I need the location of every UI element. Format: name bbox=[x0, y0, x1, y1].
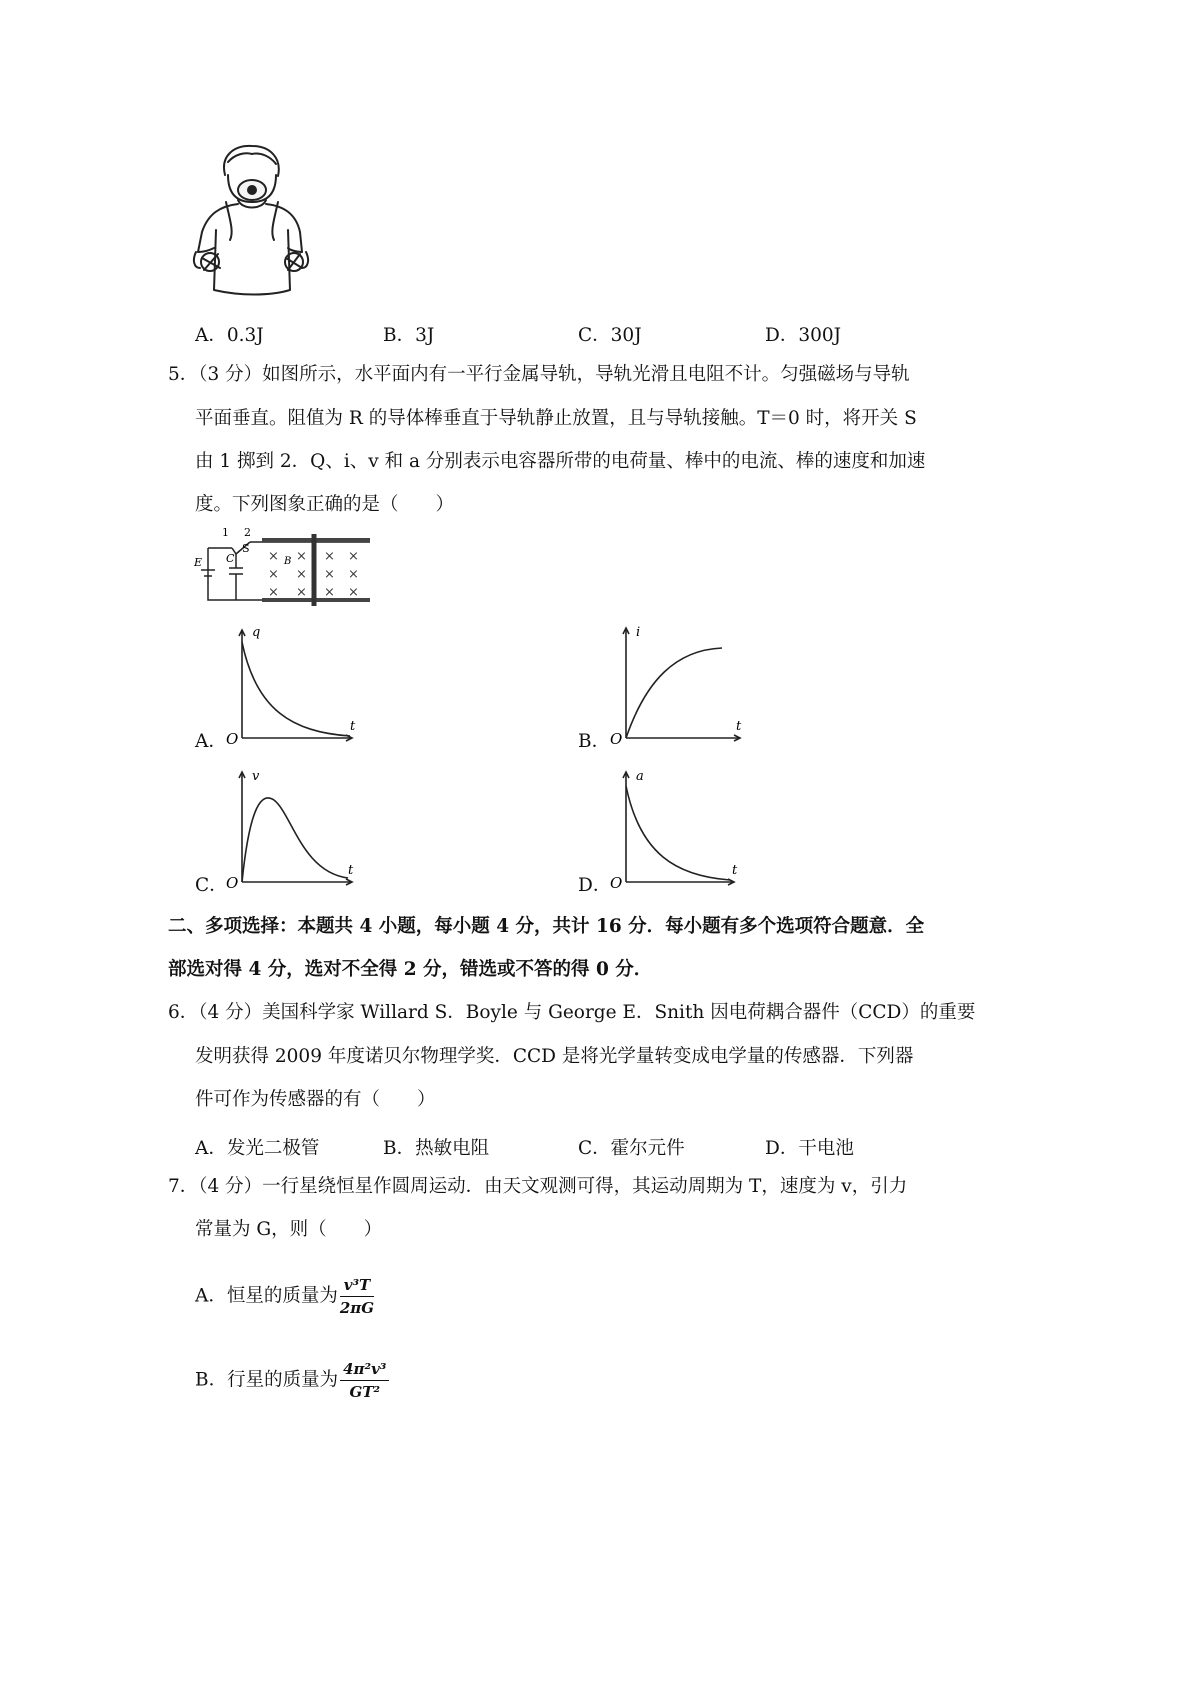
cross-mark: × bbox=[268, 585, 279, 600]
graph-d-xlabel: t bbox=[732, 863, 738, 878]
graph-c-origin: O bbox=[226, 874, 239, 892]
cross-mark: × bbox=[296, 549, 307, 564]
q5-line-4: 度。下列图象正确的是（ ） bbox=[195, 494, 455, 515]
q4-option-a[interactable]: A．0.3J bbox=[195, 325, 264, 346]
q6-line-3: 件可作为传感器的有（ ） bbox=[195, 1089, 436, 1110]
q5-graph-c[interactable] bbox=[222, 764, 362, 894]
graph-c-xlabel: t bbox=[348, 863, 354, 878]
q7-option-b-label: B．行星的质量为 bbox=[195, 1369, 339, 1391]
q7-option-b-fraction bbox=[340, 1360, 389, 1401]
q7-option-b-denominator: GT² bbox=[349, 1383, 381, 1401]
q5-line-1: 5．（3 分）如图所示，水平面内有一平行金属导轨，导轨光滑且电阻不计。匀强磁场与导轨 bbox=[168, 364, 910, 385]
cross-mark: × bbox=[324, 585, 335, 600]
q7-option-a[interactable] bbox=[195, 1276, 374, 1317]
person-figure bbox=[190, 140, 315, 300]
section-2-line-1: 二、多项选择：本题共 4 小题，每小题 4 分，共计 16 分．每小题有多个选项符合题意．全 bbox=[168, 916, 925, 937]
graph-c-ylabel: v bbox=[252, 769, 260, 784]
q5-line-2: 平面垂直。阻值为 R 的导体棒垂直于导轨静止放置，且与导轨接触。T＝0 时，将开关 S bbox=[195, 408, 917, 429]
q4-option-d[interactable]: D．300J bbox=[765, 325, 842, 346]
q6-line-2: 发明获得 2009 年度诺贝尔物理学奖．CCD 是将光学量转变成电学量的传感器．下列器 bbox=[195, 1046, 914, 1067]
q6-option-d[interactable]: D．干电池 bbox=[765, 1138, 854, 1159]
q7-option-a-label: A．恒星的质量为 bbox=[195, 1285, 338, 1307]
graph-d-origin: O bbox=[610, 874, 623, 892]
q4-option-c[interactable]: C．30J bbox=[578, 325, 642, 346]
graph-a-origin: O bbox=[226, 730, 239, 748]
q6-option-a[interactable]: A．发光二极管 bbox=[195, 1138, 320, 1159]
label-1: 1 bbox=[222, 528, 229, 539]
cross-mark: × bbox=[268, 567, 279, 582]
cross-mark: × bbox=[296, 567, 307, 582]
graph-a-ylabel: q bbox=[252, 625, 261, 640]
label-b: B bbox=[284, 556, 292, 567]
q5-option-b-letter[interactable]: B． bbox=[578, 731, 611, 752]
q7-option-b[interactable] bbox=[195, 1360, 389, 1401]
cross-mark: × bbox=[348, 549, 359, 564]
cross-mark: × bbox=[324, 567, 335, 582]
q7-option-a-fraction bbox=[340, 1276, 374, 1317]
cross-mark: × bbox=[296, 585, 307, 600]
q5-graph-b[interactable] bbox=[606, 620, 756, 750]
graph-b-origin: O bbox=[610, 730, 623, 748]
q7-line-1: 7．（4 分）一行星绕恒星作圆周运动．由天文观测可得，其运动周期为 T，速度为 v，引力 bbox=[168, 1176, 908, 1197]
q5-option-d-letter[interactable]: D． bbox=[578, 875, 612, 896]
q5-graph-a[interactable] bbox=[222, 620, 362, 750]
q4-option-b[interactable]: B．3J bbox=[383, 325, 435, 346]
q5-option-a-letter[interactable]: A． bbox=[195, 731, 227, 752]
q7-option-b-numerator: 4π²v³ bbox=[340, 1360, 389, 1381]
label-2: 2 bbox=[244, 528, 251, 539]
q6-option-b[interactable]: B．热敏电阻 bbox=[383, 1138, 490, 1159]
q7-line-2: 常量为 G，则（ ） bbox=[195, 1219, 383, 1240]
q7-option-a-numerator: v³T bbox=[340, 1276, 374, 1297]
q5-line-3: 由 1 掷到 2．Q、i、v 和 a 分别表示电容器所带的电荷量、棒中的电流、棒的速度和加速 bbox=[195, 451, 926, 472]
cross-mark: × bbox=[324, 549, 335, 564]
section-2-line-2: 部选对得 4 分，选对不全得 2 分，错选或不答的得 0 分． bbox=[168, 959, 653, 980]
circuit-diagram bbox=[192, 528, 377, 610]
q6-line-1: 6．（4 分）美国科学家 Willard S．Boyle 与 George E．Snith 因电荷耦合器件（CCD）的重要 bbox=[168, 1002, 976, 1023]
label-e: E bbox=[194, 556, 203, 569]
graph-b-ylabel: i bbox=[636, 625, 641, 640]
graph-b-xlabel: t bbox=[736, 719, 742, 734]
q5-option-c-letter[interactable]: C． bbox=[195, 875, 228, 896]
q6-option-c[interactable]: C．霍尔元件 bbox=[578, 1138, 685, 1159]
cross-mark: × bbox=[268, 549, 279, 564]
graph-d-ylabel: a bbox=[636, 769, 644, 784]
q7-option-a-denominator: 2πG bbox=[339, 1299, 375, 1317]
q5-graph-d[interactable] bbox=[606, 764, 746, 894]
graph-a-xlabel: t bbox=[350, 719, 356, 734]
cross-mark: × bbox=[348, 567, 359, 582]
label-s: S bbox=[242, 542, 250, 555]
cross-mark: × bbox=[348, 585, 359, 600]
label-c: C bbox=[226, 552, 235, 565]
